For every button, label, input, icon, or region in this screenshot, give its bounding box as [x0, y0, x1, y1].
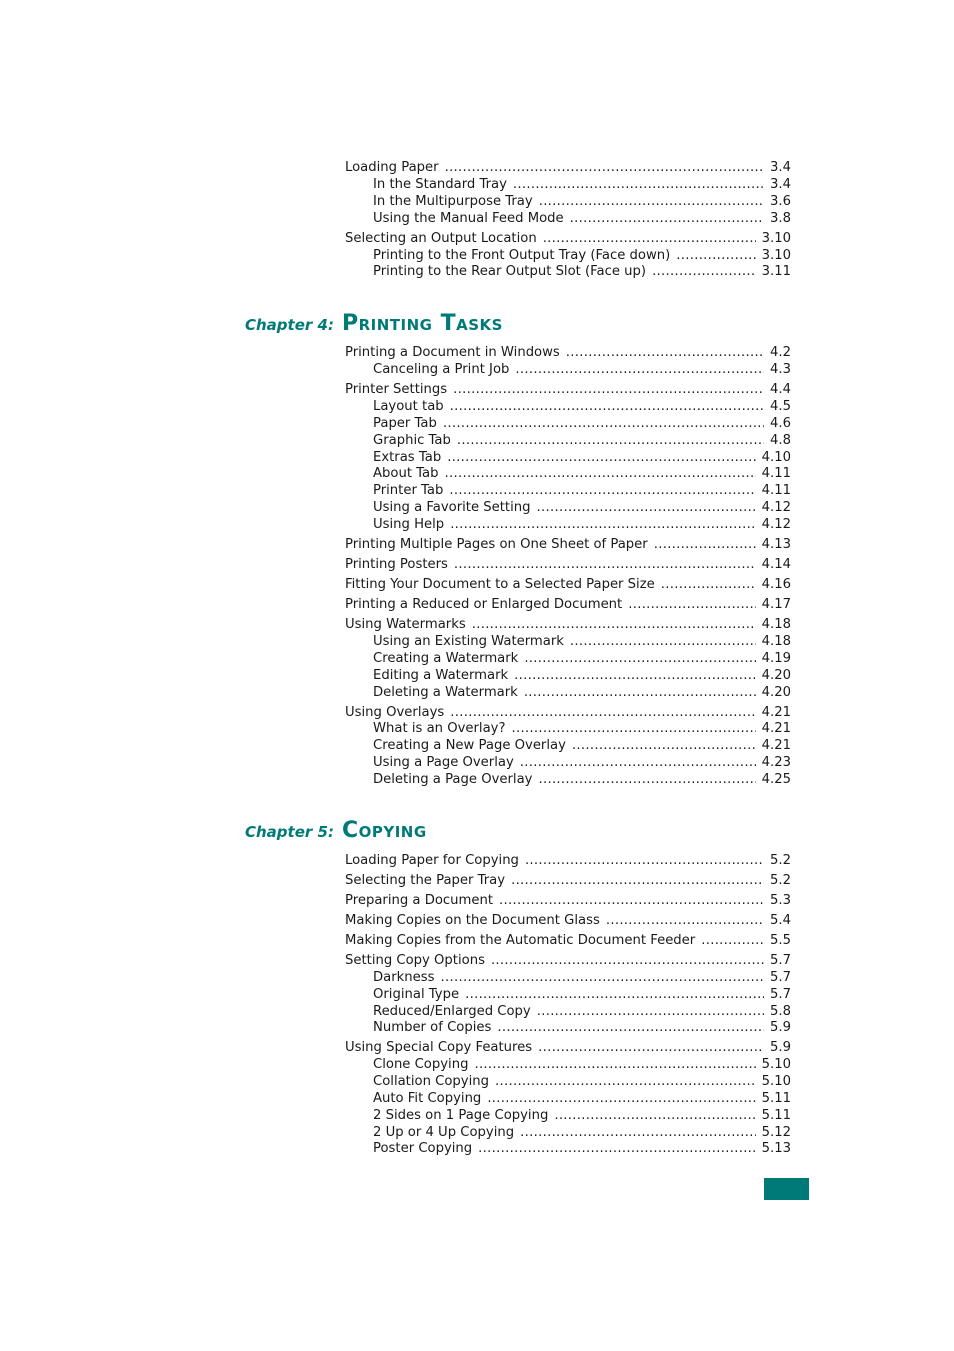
toc-entry-page: 4.4 [770, 382, 791, 397]
toc-entry-title: Clone Copying [373, 1057, 469, 1072]
toc-entry-title: Using an Existing Watermark [373, 634, 564, 649]
toc-entry-title: Using Help [373, 517, 445, 532]
toc-entry-title: Darkness [373, 970, 435, 985]
toc-entry-page: 5.8 [770, 1004, 791, 1019]
toc-entry-title: Using Special Copy Features [345, 1040, 533, 1055]
toc-entry-page: 4.19 [761, 651, 791, 666]
toc-entry-title: About Tab [373, 466, 439, 481]
toc-entry-title: Using Overlays [345, 705, 445, 720]
toc-subentry [373, 1003, 791, 1020]
toc-entry-title: 2 Up or 4 Up Copying [373, 1125, 515, 1140]
toc-entry-title: Reduced/Enlarged Copy [373, 1004, 531, 1019]
toc-subentry [373, 499, 791, 516]
toc-subentry [373, 449, 791, 466]
toc-subentry [373, 516, 791, 533]
toc-entry-title: Original Type [373, 987, 460, 1002]
toc-entry-page: 4.17 [761, 597, 791, 612]
toc-entry-title: Number of Copies [373, 1020, 492, 1035]
toc-entry-title: Setting Copy Options [345, 953, 485, 968]
toc-entry-page: 4.25 [761, 772, 791, 787]
toc-entry-title: In the Standard Tray [373, 177, 507, 192]
toc-entry-page: 4.21 [761, 705, 791, 720]
toc-entry-page: 4.20 [761, 685, 791, 700]
toc-entry-title: Deleting a Page Overlay [373, 772, 533, 787]
toc-entry [345, 381, 791, 398]
toc-entry-title: 2 Sides on 1 Page Copying [373, 1108, 549, 1123]
chapter-label: Chapter 5: [245, 823, 334, 841]
toc-entry-page: 5.3 [770, 893, 791, 908]
toc-entry-title: Layout tab [373, 399, 444, 414]
toc-entry-page: 3.10 [761, 231, 791, 246]
toc-entry-title: Selecting the Paper Tray [345, 873, 506, 888]
toc-entry-page: 5.10 [761, 1057, 791, 1072]
toc-entry-title: Using a Page Overlay [373, 755, 514, 770]
toc-subentry [373, 482, 791, 499]
toc-subentry [373, 720, 791, 737]
toc-entry [345, 912, 791, 929]
toc-subentry [373, 1107, 791, 1124]
toc-entry-title: Creating a Watermark [373, 651, 519, 666]
toc-subentry [373, 1140, 791, 1157]
toc-entry-title: Making Copies on the Document Glass [345, 913, 600, 928]
toc-subentry [373, 398, 791, 415]
toc-entry-title: Selecting an Output Location [345, 231, 537, 246]
toc-entry-page: 5.2 [770, 873, 791, 888]
toc-entry-title: In the Multipurpose Tray [373, 194, 533, 209]
toc-entry-page: 3.4 [770, 177, 791, 192]
toc-subentry [373, 1019, 791, 1036]
toc-entry-page: 4.21 [761, 721, 791, 736]
toc-entry-page: 5.11 [761, 1091, 791, 1106]
toc-entry-title: Extras Tab [373, 450, 442, 465]
toc-entry-page: 4.18 [761, 634, 791, 649]
toc-subentry [373, 1124, 791, 1141]
toc-entry-title: Collation Copying [373, 1074, 489, 1089]
toc-entry-title: Printer Settings [345, 382, 448, 397]
toc-entry [345, 872, 791, 889]
toc-entry-page: 4.5 [770, 399, 791, 414]
toc-entry-page: 3.8 [770, 211, 791, 226]
toc-entry [345, 230, 791, 247]
toc-subentry [373, 667, 791, 684]
toc-entry [345, 616, 791, 633]
toc-entry-title: Printer Tab [373, 483, 444, 498]
toc-entry-page: 4.8 [770, 433, 791, 448]
toc-entry-title: Fitting Your Document to a Selected Paper Size [345, 577, 655, 592]
toc-entry-title: Poster Copying [373, 1141, 473, 1156]
toc-subentry [373, 986, 791, 1003]
page-tab-marker [764, 1178, 809, 1200]
toc-entry-title: Canceling a Print Job [373, 362, 510, 377]
toc-entry-page: 4.3 [770, 362, 791, 377]
toc-subentry [373, 415, 791, 432]
toc-entry-title: Creating a New Page Overlay [373, 738, 566, 753]
toc-entry-title: Deleting a Watermark [373, 685, 518, 700]
toc-entry-title: Preparing a Document [345, 893, 494, 908]
toc-subentry [373, 633, 791, 650]
toc-entry-title: Using the Manual Feed Mode [373, 211, 564, 226]
toc-subentry [373, 176, 791, 193]
toc-entry-page: 5.13 [761, 1141, 791, 1156]
toc-entry [345, 704, 791, 721]
toc-subentry [373, 193, 791, 210]
toc-entry-title: Printing Posters [345, 557, 448, 572]
toc-subentry [373, 1090, 791, 1107]
toc-entry-page: 4.6 [770, 416, 791, 431]
toc-entry [345, 852, 791, 869]
toc-subentry [373, 465, 791, 482]
toc-entry-page: 5.9 [770, 1040, 791, 1055]
toc-entry-page: 4.14 [761, 557, 791, 572]
toc-entry-page: 4.18 [761, 617, 791, 632]
toc-entry-title: Paper Tab [373, 416, 437, 431]
toc-subentry [373, 737, 791, 754]
toc-entry [345, 892, 791, 909]
toc-entry-page: 5.5 [770, 933, 791, 948]
toc-subentry [373, 361, 791, 378]
toc-subentry [373, 1073, 791, 1090]
toc-entry-page: 4.16 [761, 577, 791, 592]
chapter-label: Chapter 4: [245, 316, 334, 334]
chapter-title: Copying [341, 818, 427, 843]
toc-entry [345, 556, 791, 573]
toc-entry [345, 1039, 791, 1056]
toc-entry-page: 4.12 [761, 500, 791, 515]
toc-entry-page: 3.11 [761, 264, 791, 279]
toc-entry-title: Printing a Document in Windows [345, 345, 560, 360]
toc-entry-page: 5.4 [770, 913, 791, 928]
toc-entry-title: Editing a Watermark [373, 668, 509, 683]
toc-entry-title: Using Watermarks [345, 617, 466, 632]
toc-entry-title: Loading Paper [345, 160, 439, 175]
toc-entry-page: 5.7 [770, 987, 791, 1002]
toc-subentry [373, 684, 791, 701]
toc-entry-page: 5.7 [770, 953, 791, 968]
toc-entry-title: What is an Overlay? [373, 721, 506, 736]
toc-subentry [373, 771, 791, 788]
toc-entry-title: Printing to the Rear Output Slot (Face up) [373, 264, 647, 279]
toc-subentry [373, 754, 791, 771]
toc-entry [345, 932, 791, 949]
toc-entry [345, 344, 791, 361]
toc-entry-page: 3.6 [770, 194, 791, 209]
toc-entry-title: Graphic Tab [373, 433, 451, 448]
toc-entry-page: 5.11 [761, 1108, 791, 1123]
toc-entry-title: Printing Multiple Pages on One Sheet of Paper [345, 537, 648, 552]
toc-entry-page: 5.10 [761, 1074, 791, 1089]
toc-entry-title: Printing to the Front Output Tray (Face down) [373, 248, 671, 263]
toc-entry-page: 4.2 [770, 345, 791, 360]
toc-entry-title: Auto Fit Copying [373, 1091, 482, 1106]
toc-entry-page: 5.12 [761, 1125, 791, 1140]
toc-entry-page: 4.11 [761, 483, 791, 498]
toc-entry [345, 159, 791, 176]
toc-entry-title: Loading Paper for Copying [345, 853, 519, 868]
toc-entry-page: 4.23 [761, 755, 791, 770]
toc-subentry [373, 650, 791, 667]
toc-entry [345, 596, 791, 613]
toc-subentry [373, 210, 791, 227]
toc-entry-page: 4.13 [761, 537, 791, 552]
toc-entry-page: 5.9 [770, 1020, 791, 1035]
toc-entry-page: 4.12 [761, 517, 791, 532]
toc-entry-page: 4.20 [761, 668, 791, 683]
toc-subentry [373, 969, 791, 986]
toc-entry-page: 4.11 [761, 466, 791, 481]
chapter-heading [245, 311, 503, 336]
toc-subentry [373, 432, 791, 449]
toc-subentry [373, 1056, 791, 1073]
toc-entry [345, 576, 791, 593]
toc-entry-page: 3.10 [761, 248, 791, 263]
toc-entry-page: 5.2 [770, 853, 791, 868]
toc-entry [345, 536, 791, 553]
toc-entry-title: Using a Favorite Setting [373, 500, 531, 515]
toc-subentry [373, 247, 791, 264]
toc-entry-page: 4.10 [761, 450, 791, 465]
toc-entry-title: Printing a Reduced or Enlarged Document [345, 597, 623, 612]
toc-entry-page: 5.7 [770, 970, 791, 985]
toc-subentry [373, 263, 791, 280]
chapter-heading [245, 818, 427, 843]
chapter-title: Printing Tasks [341, 311, 503, 336]
toc-entry-page: 4.21 [761, 738, 791, 753]
toc-entry [345, 952, 791, 969]
toc-entry-page: 3.4 [770, 160, 791, 175]
toc-entry-title: Making Copies from the Automatic Document Feeder [345, 933, 696, 948]
